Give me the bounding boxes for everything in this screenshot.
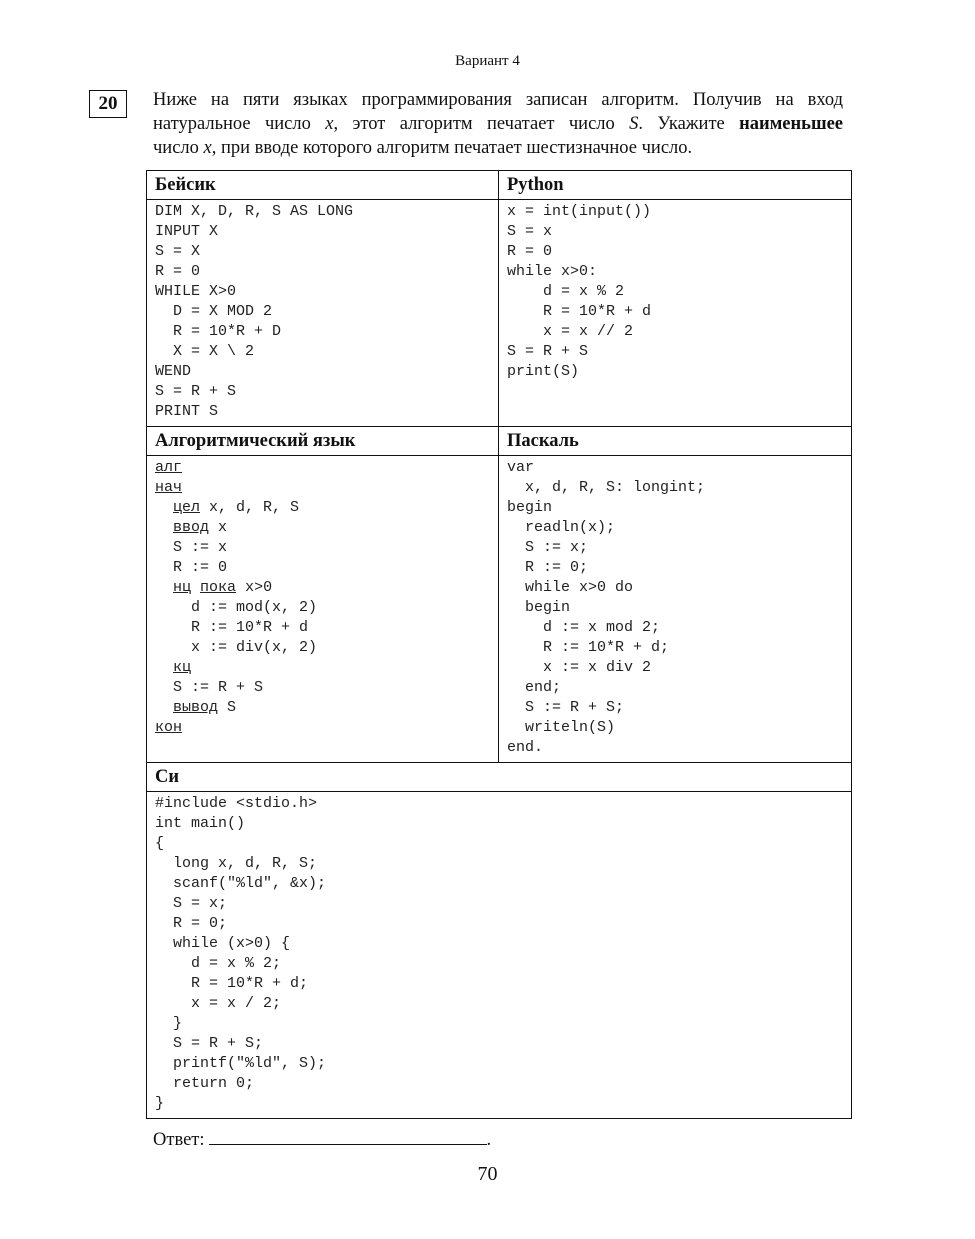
keyword: ввод (173, 519, 210, 536)
code-line: while x>0 do (507, 579, 634, 596)
code-line: INPUT X (155, 223, 219, 240)
statement-line-1: Ниже на пяти языках программирования записан алгоритм. Получив на вход (153, 90, 843, 110)
answer-period: . (486, 1130, 492, 1150)
code-line: scanf("%ld", &x); (155, 875, 327, 892)
code-text: S (218, 699, 237, 716)
code-line: #include <stdio.h> (155, 795, 318, 812)
keyword: кц (173, 659, 192, 676)
answer-label: Ответ: (153, 1130, 205, 1150)
code-line: WEND (155, 363, 192, 380)
code-line: PRINT S (155, 403, 219, 420)
code-line: R = 0; (155, 915, 228, 932)
code-line: while (x>0) { (155, 935, 291, 952)
statement-text: , этот алгоритм печатает число (333, 114, 630, 134)
code-line: S = R + S; (155, 1035, 264, 1052)
keyword: алг (155, 459, 183, 476)
code-line: R := 0 (155, 559, 228, 576)
statement-line-2 (153, 112, 843, 136)
code-line: x = int(input()) (507, 203, 652, 220)
pascal-header: Паскаль (499, 427, 852, 456)
algo-header: Алгоритмический язык (147, 427, 499, 456)
code-line: S = x (507, 223, 553, 240)
code-line: x := x div 2 (507, 659, 652, 676)
algo-code (147, 456, 499, 763)
code-line: while x>0: (507, 263, 598, 280)
code-line: S = X (155, 243, 201, 260)
statement-text: число (153, 138, 204, 158)
statement-text: натуральное число (153, 114, 326, 134)
keyword: цел (173, 499, 201, 516)
code-line: WHILE X>0 (155, 283, 237, 300)
keyword: нц (173, 579, 192, 596)
code-line: R := 10*R + d; (507, 639, 670, 656)
code-line: S := R + S; (507, 699, 625, 716)
answer-line (153, 1126, 491, 1151)
code-line: R = 0 (507, 243, 553, 260)
page-number: 70 (477, 1163, 498, 1185)
code-line: begin (507, 599, 571, 616)
code-line: return 0; (155, 1075, 255, 1092)
code-line: print(S) (507, 363, 580, 380)
task-statement (153, 88, 843, 160)
keyword: пока (200, 579, 237, 596)
code-line: R = 10*R + D (155, 323, 282, 340)
code-line (155, 658, 498, 678)
code-text: x>0 (236, 579, 273, 596)
answer-field[interactable] (209, 1126, 487, 1145)
code-line: begin (507, 499, 553, 516)
code-line (155, 578, 498, 598)
code-line: R = 10*R + d; (155, 975, 309, 992)
code-line: d := mod(x, 2) (155, 599, 318, 616)
code-line: S := x; (507, 539, 589, 556)
c-header: Си (147, 763, 852, 792)
statement-line-3 (153, 136, 843, 160)
python-code (499, 200, 852, 427)
keyword: вывод (173, 699, 219, 716)
python-header: Python (499, 171, 852, 200)
code-line: S := R + S (155, 679, 264, 696)
code-line: R := 10*R + d (155, 619, 309, 636)
code-line: S = x; (155, 895, 228, 912)
code-line (155, 498, 498, 518)
code-line: var (507, 459, 535, 476)
code-line (155, 718, 498, 738)
code-line: d := x mod 2; (507, 619, 661, 636)
code-line: R := 0; (507, 559, 589, 576)
code-line: long x, d, R, S; (155, 855, 318, 872)
code-line: x := div(x, 2) (155, 639, 318, 656)
statement-text: , при вводе которого алгоритм печатает шестизначное число. (211, 138, 693, 158)
code-line: x = x / 2; (155, 995, 282, 1012)
code-line (155, 518, 498, 538)
code-line: x = x // 2 (507, 323, 634, 340)
code-line: end. (507, 739, 544, 756)
code-line: writeln(S) (507, 719, 616, 736)
variable-x: x (325, 114, 334, 134)
code-line (155, 458, 498, 478)
variable-s: S (629, 114, 639, 134)
statement-text: . Укажите (638, 114, 740, 134)
code-line: DIM X, D, R, S AS LONG (155, 203, 354, 220)
task-number: 20 (98, 93, 118, 114)
code-line: x, d, R, S: longint; (507, 479, 706, 496)
code-line: S := x (155, 539, 228, 556)
code-line: int main() (155, 815, 246, 832)
keyword: кон (155, 719, 183, 736)
code-line: X = X \ 2 (155, 343, 255, 360)
emphasis-smallest: наименьшее (739, 114, 843, 134)
code-line (155, 698, 498, 718)
code-line: { (155, 835, 165, 852)
c-code (147, 792, 852, 1119)
code-line: D = X MOD 2 (155, 303, 273, 320)
code-line (155, 478, 498, 498)
code-line: S = R + S (507, 343, 589, 360)
basic-header: Бейсик (147, 171, 499, 200)
basic-code (147, 200, 499, 427)
code-line: d = x % 2; (155, 955, 282, 972)
pascal-code (499, 456, 852, 763)
code-line: d = x % 2 (507, 283, 625, 300)
task-number-box (89, 90, 127, 118)
code-line: printf("%ld", S); (155, 1055, 327, 1072)
code-text: x (209, 519, 228, 536)
code-line: R = 0 (155, 263, 201, 280)
keyword: нач (155, 479, 183, 496)
code-line: R = 10*R + d (507, 303, 652, 320)
code-table (146, 170, 852, 1119)
code-line: } (155, 1095, 165, 1112)
code-line: end; (507, 679, 562, 696)
code-line: readln(x); (507, 519, 616, 536)
code-line: S = R + S (155, 383, 237, 400)
variable-x: x (203, 138, 212, 158)
code-line: } (155, 1015, 183, 1032)
code-text: x, d, R, S (200, 499, 300, 516)
variant-header: Вариант 4 (455, 53, 520, 69)
